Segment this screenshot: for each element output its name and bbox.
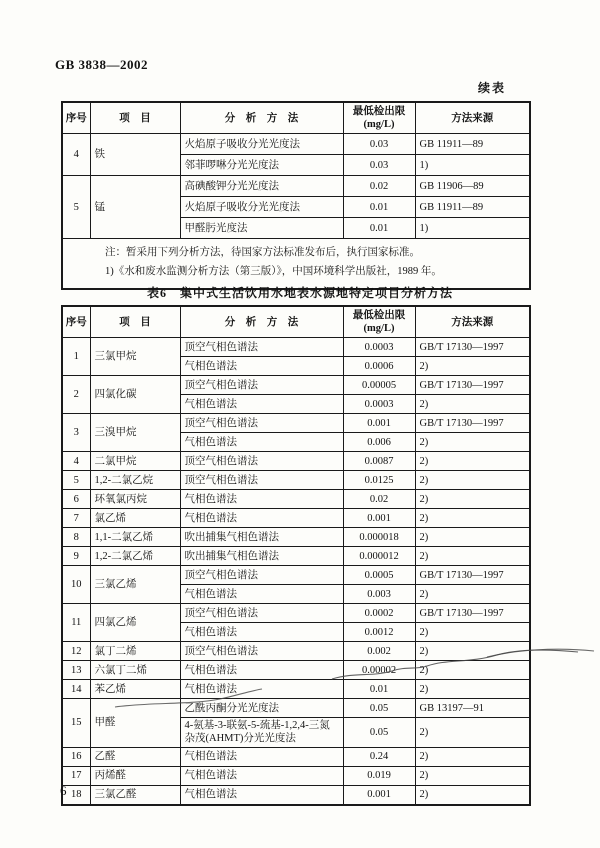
table-row — [62, 528, 530, 547]
table-row — [62, 699, 530, 718]
table-row — [62, 176, 530, 197]
source-cell: 2) — [415, 490, 530, 509]
item-cell: 1,2-二氯乙烷 — [90, 471, 180, 490]
source-cell: GB 13197—91 — [415, 699, 530, 718]
method-cell: 4-氨基-3-联氨-5-巯基-1,2,4-三氮杂茂(AHMT)分光光度法 — [180, 718, 343, 747]
table6 — [61, 305, 531, 806]
table-row — [62, 680, 530, 699]
col-method: 分 析 方 法 — [180, 102, 343, 134]
method-cell: 顶空气相色谱法 — [180, 471, 343, 490]
method-cell: 气相色谱法 — [180, 490, 343, 509]
method-cell: 顶空气相色谱法 — [180, 376, 343, 395]
limit-cell: 0.006 — [343, 433, 415, 452]
method-cell: 火焰原子吸收分光光度法 — [180, 134, 343, 155]
limit-cell: 0.01 — [343, 197, 415, 218]
source-cell: 2) — [415, 680, 530, 699]
method-cell: 顶空气相色谱法 — [180, 566, 343, 585]
table5-continued — [61, 101, 531, 290]
source-cell: 2) — [415, 471, 530, 490]
method-cell: 甲醛肟光度法 — [180, 218, 343, 239]
row-no-cell: 11 — [62, 604, 90, 642]
source-cell: GB 11906—89 — [415, 176, 530, 197]
source-cell: 2) — [415, 528, 530, 547]
method-cell: 气相色谱法 — [180, 747, 343, 766]
method-cell: 吹出捕集气相色谱法 — [180, 528, 343, 547]
limit-cell: 0.0006 — [343, 357, 415, 376]
limit-cell: 0.01 — [343, 680, 415, 699]
table-row — [62, 785, 530, 805]
source-cell: 2) — [415, 718, 530, 747]
limit-cell: 0.0125 — [343, 471, 415, 490]
method-cell: 吹出捕集气相色谱法 — [180, 547, 343, 566]
item-cell: 氯丁二烯 — [90, 642, 180, 661]
limit-cell: 0.0003 — [343, 338, 415, 357]
limit-cell: 0.002 — [343, 642, 415, 661]
limit-cell: 0.0002 — [343, 604, 415, 623]
method-cell: 气相色谱法 — [180, 766, 343, 785]
col-limit — [343, 102, 415, 134]
continued-table-label: 续表 — [478, 81, 507, 95]
row-no-cell: 16 — [62, 747, 90, 766]
source-cell: GB 11911—89 — [415, 134, 530, 155]
item-cell: 环氧氯丙烷 — [90, 490, 180, 509]
item-cell: 三氯甲烷 — [90, 338, 180, 376]
limit-cell: 0.05 — [343, 718, 415, 747]
table-row — [62, 134, 530, 155]
row-no-cell: 4 — [62, 134, 90, 176]
item-cell: 乙醛 — [90, 747, 180, 766]
item-cell: 三氯乙醛 — [90, 785, 180, 805]
table-row — [62, 747, 530, 766]
col-limit-line2: (mg/L) — [363, 119, 395, 131]
item-cell: 三氯乙烯 — [90, 566, 180, 604]
source-cell: 2) — [415, 642, 530, 661]
source-cell: 2) — [415, 785, 530, 805]
limit-cell: 0.019 — [343, 766, 415, 785]
col-no: 序号 — [62, 102, 90, 134]
table-row — [62, 509, 530, 528]
source-cell: 2) — [415, 547, 530, 566]
row-no-cell: 5 — [62, 471, 90, 490]
limit-cell: 0.001 — [343, 785, 415, 805]
source-cell: 1) — [415, 155, 530, 176]
source-cell: 2) — [415, 357, 530, 376]
method-cell: 高碘酸钾分光光度法 — [180, 176, 343, 197]
source-cell: GB/T 17130—1997 — [415, 376, 530, 395]
item-cell: 三溴甲烷 — [90, 414, 180, 452]
source-cell: 2) — [415, 661, 530, 680]
col-source: 方法来源 — [415, 102, 530, 134]
col-item: 项 目 — [90, 102, 180, 134]
source-cell: 2) — [415, 747, 530, 766]
limit-cell: 0.000012 — [343, 547, 415, 566]
item-cell: 1,2-二氯乙烯 — [90, 547, 180, 566]
limit-cell: 0.02 — [343, 176, 415, 197]
row-no-cell: 17 — [62, 766, 90, 785]
notes-row — [62, 239, 530, 289]
limit-cell: 0.0005 — [343, 566, 415, 585]
source-cell: GB/T 17130—1997 — [415, 604, 530, 623]
row-no-cell: 8 — [62, 528, 90, 547]
limit-cell: 0.001 — [343, 414, 415, 433]
table-header-row — [62, 102, 530, 134]
source-cell: 1) — [415, 218, 530, 239]
row-no-cell: 7 — [62, 509, 90, 528]
method-cell: 气相色谱法 — [180, 623, 343, 642]
source-cell: 2) — [415, 585, 530, 604]
table-row — [62, 471, 530, 490]
table-row — [62, 338, 530, 357]
source-cell: 2) — [415, 395, 530, 414]
col-limit — [343, 306, 415, 338]
row-no-cell: 18 — [62, 785, 90, 805]
limit-cell: 0.0012 — [343, 623, 415, 642]
col-limit-line1: 最低检出限 — [352, 310, 406, 321]
method-cell: 气相色谱法 — [180, 785, 343, 805]
method-cell: 气相色谱法 — [180, 661, 343, 680]
method-cell: 气相色谱法 — [180, 680, 343, 699]
limit-cell: 0.001 — [343, 509, 415, 528]
col-method: 分 析 方 法 — [180, 306, 343, 338]
row-no-cell: 13 — [62, 661, 90, 680]
item-cell: 四氯乙烯 — [90, 604, 180, 642]
item-cell: 苯乙烯 — [90, 680, 180, 699]
method-cell: 气相色谱法 — [180, 395, 343, 414]
item-cell: 铁 — [90, 134, 180, 176]
source-cell: 2) — [415, 623, 530, 642]
item-cell: 二氯甲烷 — [90, 452, 180, 471]
item-cell: 丙烯醛 — [90, 766, 180, 785]
table-row — [62, 490, 530, 509]
table-row — [62, 642, 530, 661]
method-cell: 气相色谱法 — [180, 509, 343, 528]
limit-cell: 0.00002 — [343, 661, 415, 680]
limit-cell: 0.02 — [343, 490, 415, 509]
source-cell: 2) — [415, 766, 530, 785]
method-cell: 顶空气相色谱法 — [180, 604, 343, 623]
notes-cell — [62, 239, 530, 289]
method-cell: 顶空气相色谱法 — [180, 338, 343, 357]
row-no-cell: 3 — [62, 414, 90, 452]
source-cell: GB 11911—89 — [415, 197, 530, 218]
item-cell: 四氯化碳 — [90, 376, 180, 414]
page-number: 6 — [60, 783, 67, 798]
method-cell: 气相色谱法 — [180, 585, 343, 604]
limit-cell: 0.0087 — [343, 452, 415, 471]
table-row — [62, 604, 530, 623]
row-no-cell: 2 — [62, 376, 90, 414]
table-row — [62, 661, 530, 680]
method-cell: 顶空气相色谱法 — [180, 414, 343, 433]
row-no-cell: 15 — [62, 699, 90, 747]
table-row — [62, 547, 530, 566]
row-no-cell: 9 — [62, 547, 90, 566]
limit-cell: 0.01 — [343, 218, 415, 239]
source-cell: 2) — [415, 509, 530, 528]
row-no-cell: 12 — [62, 642, 90, 661]
method-cell: 邻菲啰啉分光光度法 — [180, 155, 343, 176]
method-cell: 火焰原子吸收分光光度法 — [180, 197, 343, 218]
method-cell: 气相色谱法 — [180, 433, 343, 452]
item-cell: 六氯丁二烯 — [90, 661, 180, 680]
limit-cell: 0.05 — [343, 699, 415, 718]
table-row — [62, 452, 530, 471]
col-limit-line2: (mg/L) — [363, 323, 395, 335]
col-limit-line1: 最低检出限 — [352, 106, 406, 117]
limit-cell: 0.000018 — [343, 528, 415, 547]
limit-cell: 0.03 — [343, 134, 415, 155]
source-cell: 2) — [415, 452, 530, 471]
note-line: 1)《水和废水监测分析方法（第三版）》，中国环境科学出版社，1989 年。 — [105, 265, 442, 277]
source-cell: GB/T 17130—1997 — [415, 414, 530, 433]
col-item: 项 目 — [90, 306, 180, 338]
col-no: 序号 — [62, 306, 90, 338]
table-row — [62, 414, 530, 433]
note-line: 注：暂采用下列分析方法，待国家方法标准发布后，执行国家标准。 — [105, 247, 420, 259]
table-row — [62, 566, 530, 585]
row-no-cell: 4 — [62, 452, 90, 471]
table-row — [62, 376, 530, 395]
standard-number: GB 3838—2002 — [55, 57, 149, 72]
item-cell: 1,1-二氯乙烯 — [90, 528, 180, 547]
row-no-cell: 6 — [62, 490, 90, 509]
limit-cell: 0.00005 — [343, 376, 415, 395]
table-row — [62, 766, 530, 785]
table-header-row — [62, 306, 530, 338]
item-cell: 锰 — [90, 176, 180, 239]
item-cell: 甲醛 — [90, 699, 180, 747]
limit-cell: 0.0003 — [343, 395, 415, 414]
source-cell: GB/T 17130—1997 — [415, 338, 530, 357]
row-no-cell: 14 — [62, 680, 90, 699]
limit-cell: 0.24 — [343, 747, 415, 766]
method-cell: 乙酰丙酮分光光度法 — [180, 699, 343, 718]
col-source: 方法来源 — [415, 306, 530, 338]
source-cell: 2) — [415, 433, 530, 452]
method-cell: 顶空气相色谱法 — [180, 452, 343, 471]
method-cell: 顶空气相色谱法 — [180, 642, 343, 661]
source-cell: GB/T 17130—1997 — [415, 566, 530, 585]
table6-title: 表6 集中式生活饮用水地表水源地特定项目分析方法 — [146, 286, 453, 300]
row-no-cell: 10 — [62, 566, 90, 604]
method-cell: 气相色谱法 — [180, 357, 343, 376]
limit-cell: 0.003 — [343, 585, 415, 604]
row-no-cell: 5 — [62, 176, 90, 239]
item-cell: 氯乙烯 — [90, 509, 180, 528]
row-no-cell: 1 — [62, 338, 90, 376]
limit-cell: 0.03 — [343, 155, 415, 176]
